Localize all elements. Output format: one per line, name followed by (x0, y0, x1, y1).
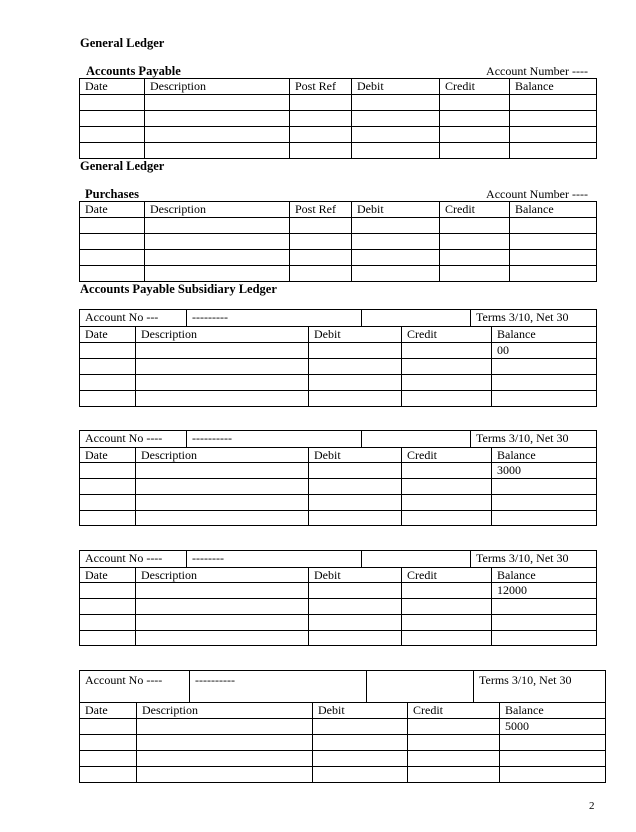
account-name-blank: -------- (187, 551, 362, 568)
column-header: Balance (492, 568, 597, 583)
table-row (80, 495, 597, 511)
column-header: Credit (402, 568, 492, 583)
column-header: Balance (510, 79, 597, 95)
balance-value: 3000 (492, 463, 597, 479)
column-header: Date (80, 202, 145, 218)
subsidiary-ledger-table (79, 567, 597, 646)
table-row (80, 735, 606, 751)
column-header: Post Ref (290, 79, 352, 95)
table-row (80, 463, 597, 479)
account-no-label: Account No ---- (80, 431, 187, 448)
table-row (80, 266, 597, 282)
accounts-payable-title: Accounts Payable (86, 64, 181, 78)
table-row (80, 234, 597, 250)
column-header: Debit (352, 79, 440, 95)
column-header: Debit (309, 568, 402, 583)
accounts-payable-ledger-table (79, 78, 597, 159)
general-ledger-heading: General Ledger (80, 159, 165, 173)
empty-cell (362, 431, 471, 448)
table-row (80, 359, 597, 375)
table-row (80, 767, 606, 783)
empty-cell (367, 671, 474, 703)
table-row (80, 218, 597, 234)
table-header-row (80, 703, 606, 719)
terms-label: Terms 3/10, Net 30 (474, 671, 606, 703)
balance-value: 00 (492, 343, 597, 359)
table-row (80, 250, 597, 266)
table-row (80, 719, 606, 735)
table-row (80, 751, 606, 767)
table-row (80, 615, 597, 631)
table-header-row (80, 327, 597, 343)
column-header: Description (136, 448, 309, 463)
column-header: Date (80, 327, 136, 343)
terms-label: Terms 3/10, Net 30 (471, 551, 597, 568)
table-row (80, 631, 597, 646)
general-ledger-heading: General Ledger (80, 36, 165, 50)
table-row (80, 375, 597, 391)
column-header: Debit (309, 327, 402, 343)
empty-cell (362, 551, 471, 568)
column-header: Description (136, 568, 309, 583)
column-header: Debit (352, 202, 440, 218)
table-row (80, 95, 597, 111)
table-row (80, 391, 597, 407)
subsidiary-ledger-heading: Accounts Payable Subsidiary Ledger (80, 282, 277, 296)
subsidiary-ledger-table (79, 447, 597, 526)
column-header: Date (80, 448, 136, 463)
account-number-label: Account Number ---- (486, 64, 588, 78)
table-header-row (80, 568, 597, 583)
terms-label: Terms 3/10, Net 30 (471, 310, 597, 327)
table-row (80, 143, 597, 159)
table-row (80, 599, 597, 615)
column-header: Balance (492, 448, 597, 463)
column-header: Debit (309, 448, 402, 463)
page-number: 2 (589, 800, 595, 812)
balance-value: 12000 (492, 583, 597, 599)
subsidiary-account-header (79, 309, 597, 327)
column-header: Credit (402, 327, 492, 343)
table-row (80, 583, 597, 599)
account-no-label: Account No ---- (80, 671, 190, 703)
column-header: Post Ref (290, 202, 352, 218)
column-header: Date (80, 79, 145, 95)
account-name-blank: ---------- (187, 431, 362, 448)
purchases-ledger-table (79, 201, 597, 282)
table-row (80, 479, 597, 495)
accounts-payable-header (80, 62, 596, 78)
table-header-row (80, 79, 597, 95)
column-header: Credit (408, 703, 500, 719)
purchases-header (80, 185, 596, 201)
subsidiary-ledger-table (79, 326, 597, 407)
subsidiary-ledger-table (79, 702, 606, 783)
column-header: Credit (440, 79, 510, 95)
account-number-label: Account Number ---- (486, 187, 588, 201)
column-header: Description (136, 327, 309, 343)
column-header: Credit (402, 448, 492, 463)
subsidiary-account-header (79, 430, 597, 448)
column-header: Description (137, 703, 313, 719)
column-header: Credit (440, 202, 510, 218)
column-header: Balance (500, 703, 606, 719)
table-header-row (80, 448, 597, 463)
table-row (80, 511, 597, 526)
column-header: Description (145, 79, 290, 95)
column-header: Balance (492, 327, 597, 343)
table-row (80, 111, 597, 127)
column-header: Balance (510, 202, 597, 218)
table-row (80, 343, 597, 359)
terms-label: Terms 3/10, Net 30 (471, 431, 597, 448)
column-header: Description (145, 202, 290, 218)
purchases-title: Purchases (85, 187, 139, 201)
column-header: Date (80, 568, 136, 583)
account-no-label: Account No ---- (80, 551, 187, 568)
account-no-label: Account No --- (80, 310, 187, 327)
empty-cell (362, 310, 471, 327)
table-row (80, 127, 597, 143)
balance-value: 5000 (500, 719, 606, 735)
account-name-blank: --------- (187, 310, 362, 327)
table-header-row (80, 202, 597, 218)
column-header: Date (80, 703, 137, 719)
column-header: Debit (313, 703, 408, 719)
account-name-blank: ---------- (190, 671, 367, 703)
subsidiary-account-header (79, 550, 597, 568)
subsidiary-account-header (79, 670, 606, 703)
